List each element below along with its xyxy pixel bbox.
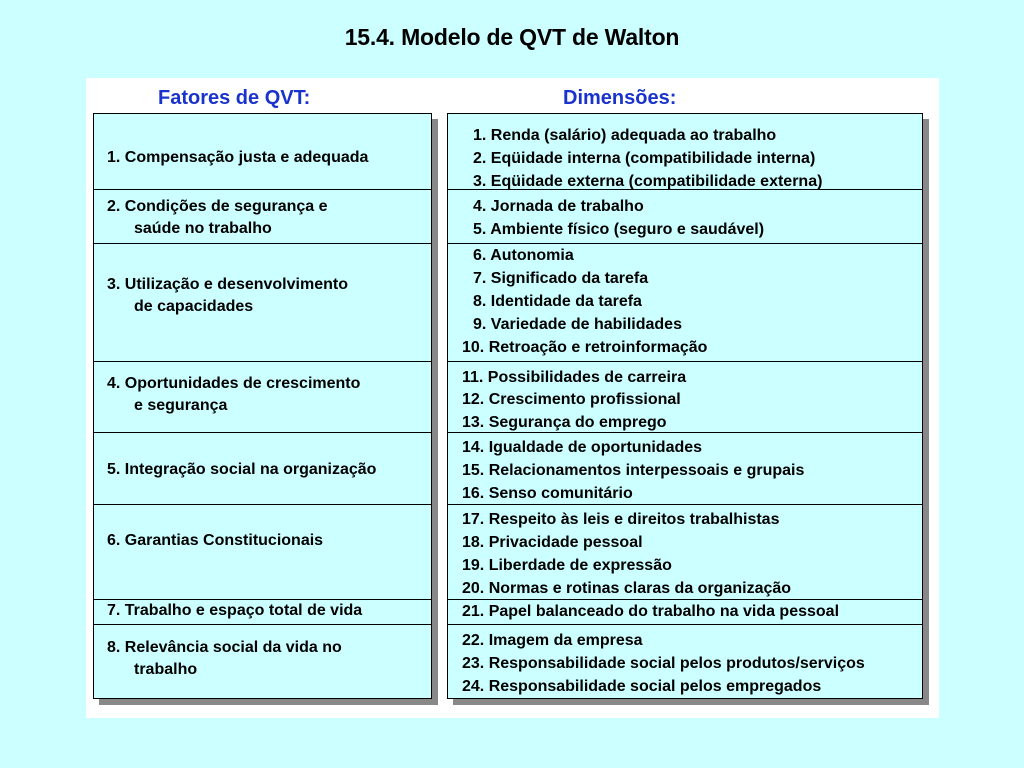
dimension-item: 24. Responsabilidade social pelos empregados xyxy=(462,678,822,695)
factor-item xyxy=(107,530,323,552)
dimension-item: 16. Senso comunitário xyxy=(462,485,633,502)
factor-item xyxy=(107,600,362,622)
dimension-item: 4. Jornada de trabalho xyxy=(473,198,644,215)
dimension-item: 7. Significado da tarefa xyxy=(473,270,649,287)
factor-label-cont: saúde no trabalho xyxy=(134,220,272,237)
factor-label: 7. Trabalho e espaço total de vida xyxy=(107,602,363,619)
dimension-item: 20. Normas e rotinas claras da organização xyxy=(462,580,792,597)
dimension-item: 2. Eqüidade interna (compatibilidade interna) xyxy=(473,150,816,167)
dimension-item: 12. Crescimento profissional xyxy=(462,391,681,408)
factor-label-cont: trabalho xyxy=(134,661,198,678)
factor-label: 4. Oportunidades de crescimento xyxy=(107,375,361,392)
factor-item xyxy=(107,147,368,169)
row-divider xyxy=(93,243,432,244)
factor-label: 3. Utilização e desenvolvimento xyxy=(107,276,348,293)
factor-label: 6. Garantias Constitucionais xyxy=(107,532,324,549)
slide-title: 15.4. Modelo de QVT de Walton xyxy=(344,24,680,50)
row-divider xyxy=(447,243,923,244)
dimension-item: 9. Variedade de habilidades xyxy=(473,316,682,333)
factor-item xyxy=(107,459,376,481)
row-divider xyxy=(93,624,432,625)
factor-label: 1. Compensação justa e adequada xyxy=(107,149,369,166)
dimension-item: 19. Liberdade de expressão xyxy=(462,557,672,574)
dimension-item: 18. Privacidade pessoal xyxy=(462,534,643,551)
dimension-item: 11. Possibilidades de carreira xyxy=(462,369,687,386)
factor-item xyxy=(107,274,348,318)
row-divider xyxy=(93,432,432,433)
factor-label-cont: e segurança xyxy=(134,397,228,414)
factor-label-cont: de capacidades xyxy=(134,298,254,315)
dimension-item: 23. Responsabilidade social pelos produtos/serviços xyxy=(462,655,865,672)
dimension-item: 1. Renda (salário) adequada ao trabalho xyxy=(473,127,777,144)
dimension-item: 15. Relacionamentos interpessoais e grupais xyxy=(462,462,805,479)
row-divider xyxy=(447,361,923,362)
factor-item xyxy=(107,196,328,240)
factor-item xyxy=(107,373,360,417)
dimensions-header: Dimensões: xyxy=(563,87,677,109)
dimension-item: 22. Imagem da empresa xyxy=(462,632,643,649)
dimension-item: 14. Igualdade de oportunidades xyxy=(462,439,703,456)
dimension-item: 3. Eqüidade externa (compatibilidade externa) xyxy=(473,173,823,190)
dimension-item: 10. Retroação e retroinformação xyxy=(462,339,708,356)
dimension-item: 21. Papel balanceado do trabalho na vida pessoal xyxy=(462,603,840,620)
row-divider xyxy=(93,504,432,505)
dimension-item: 8. Identidade da tarefa xyxy=(473,293,642,310)
row-divider xyxy=(93,189,432,190)
dimension-item: 13. Segurança do emprego xyxy=(462,414,667,431)
row-divider xyxy=(93,361,432,362)
factor-label: 8. Relevância social da vida no xyxy=(107,639,342,656)
row-divider xyxy=(447,624,923,625)
factor-item xyxy=(107,637,342,681)
factors-header: Fatores de QVT: xyxy=(158,87,311,109)
dimension-item: 17. Respeito às leis e direitos trabalhistas xyxy=(462,511,780,528)
dimension-item: 5. Ambiente físico (seguro e saudável) xyxy=(473,221,765,238)
dimension-item: 6. Autonomia xyxy=(473,247,574,264)
factor-label: 5. Integração social na organização xyxy=(107,461,377,478)
factor-label: 2. Condições de segurança e xyxy=(107,198,328,215)
